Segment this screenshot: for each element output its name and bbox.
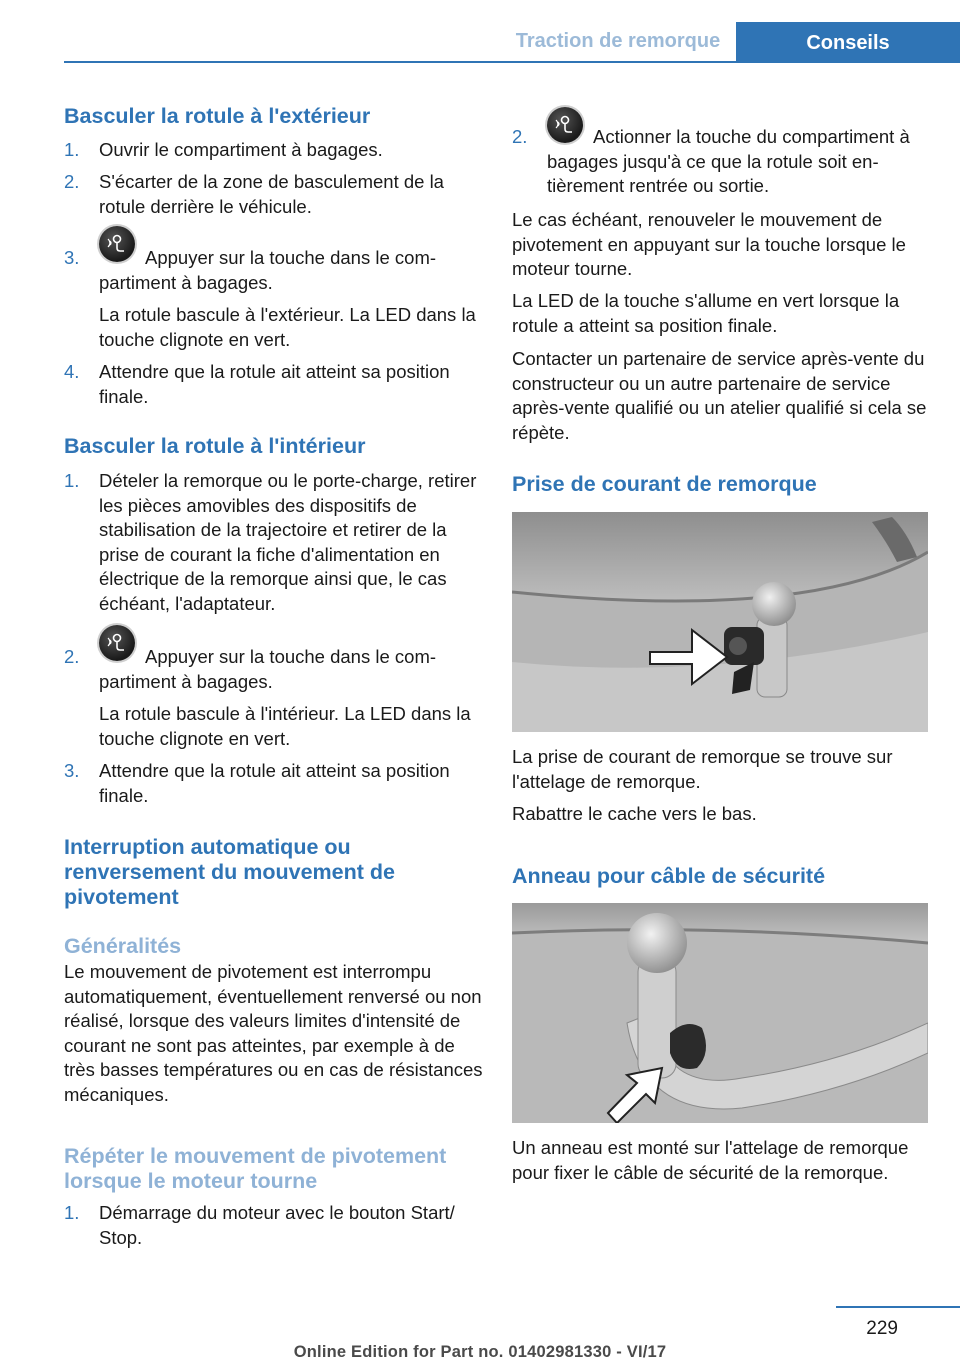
list-item: 2. Appuyer sur la touche dans le compartiment à bagages. La rotule bascule à l'intérieur. La LED dans la touche clignote en vert. (64, 645, 484, 751)
heading-repeat: Répéter le mouvement de pivotement lorsque le moteur tourne (64, 1144, 447, 1193)
figure-safety-cable-ring (512, 903, 928, 1123)
paragraph: La prise de courant de remorque se trouve sur l'attelage de remorque. (512, 746, 893, 792)
list-item: 1. Démarrage du moteur avec le bouton Start/ Stop. (64, 1202, 455, 1248)
tow-hitch-button-icon (99, 625, 135, 661)
heading-trailer-socket: Prise de courant de remorque (512, 472, 817, 496)
tow-hitch-button-icon (547, 107, 583, 143)
running-header-tab: Conseils (736, 22, 960, 63)
paragraph: Contacter un partenaire de service après-vente du constructeur ou un autre partenaire de service après-vente qualifié ou un atelier qualifié si cela se répète. (512, 348, 927, 443)
list-item: 3. Appuyer sur la touche dans le compartiment à bagages. La rotule bascule à l'extérieur. La LED dans la touche clignote en vert. (64, 246, 484, 352)
safety-ring-illustration (512, 903, 928, 1123)
list-item: 3. Attendre que la rotule ait atteint sa position finale. (64, 760, 450, 806)
paragraph: Rabattre le cache vers le bas. (512, 803, 757, 824)
list-item: 1. Dételer la remorque ou le porte-charge, retirer les pièces amovibles des dispositifs de stabilisation de la trajectoire et retirer de la prise de courant la fiche d'alimentation en électrique de la remorque ainsi que, le cas échéant, l'adaptateur. (64, 470, 477, 614)
heading-general: Généralités (64, 934, 182, 958)
list-item: 2. Actionner la touche du compartiment à bagages jusqu'à ce que la rotule soit entièrement rentrée ou sortie. (512, 125, 930, 199)
header-rule (64, 61, 960, 63)
list-item: 2. S'écarter de la zone de basculement de la rotule derrière le véhicule. (64, 171, 444, 217)
paragraph-general: Le mouvement de pivotement est interrompu automatiquement, éventuellement renversé ou non réalisé, lorsque des valeurs limites d'intensité de courant ne sont pas atteintes, par exemple à de très basses températures ou en cas de résistances mécaniques. (64, 961, 483, 1105)
tow-hitch-button-icon (99, 226, 135, 262)
paragraph: Le cas échéant, renouveler le mouvement de pivotement en appuyant sur la touche lorsque le moteur tourne. (512, 209, 906, 279)
heading-safety-cable-ring: Anneau pour câble de sécurité (512, 864, 826, 888)
page-number-rule (836, 1306, 960, 1308)
paragraph: La LED de la touche s'allume en vert lorsque la rotule a atteint sa position finale. (512, 290, 900, 336)
list-item: 4. Attendre que la rotule ait atteint sa position finale. (64, 361, 450, 407)
list-item: 1. Ouvrir le compartiment à bagages. (64, 139, 383, 160)
trailer-socket-illustration (512, 512, 928, 732)
running-header-section: Traction de remorque (515, 30, 721, 52)
heading-swing-out: Basculer la rotule à l'extérieur (64, 104, 371, 128)
heading-swing-in: Basculer la rotule à l'intérieur (64, 434, 366, 458)
figure-trailer-socket (512, 512, 928, 732)
footer-edition: Online Edition for Part no. 01402981330 - VI/17 (293, 1343, 667, 1361)
paragraph: Un anneau est monté sur l'attelage de remorque pour fixer le câble de sécurité de la remorque. (512, 1137, 909, 1183)
heading-interruption: Interruption automatique ou renversement du mouvement de pivotement (64, 835, 395, 909)
page-number: 229 (866, 1318, 898, 1339)
